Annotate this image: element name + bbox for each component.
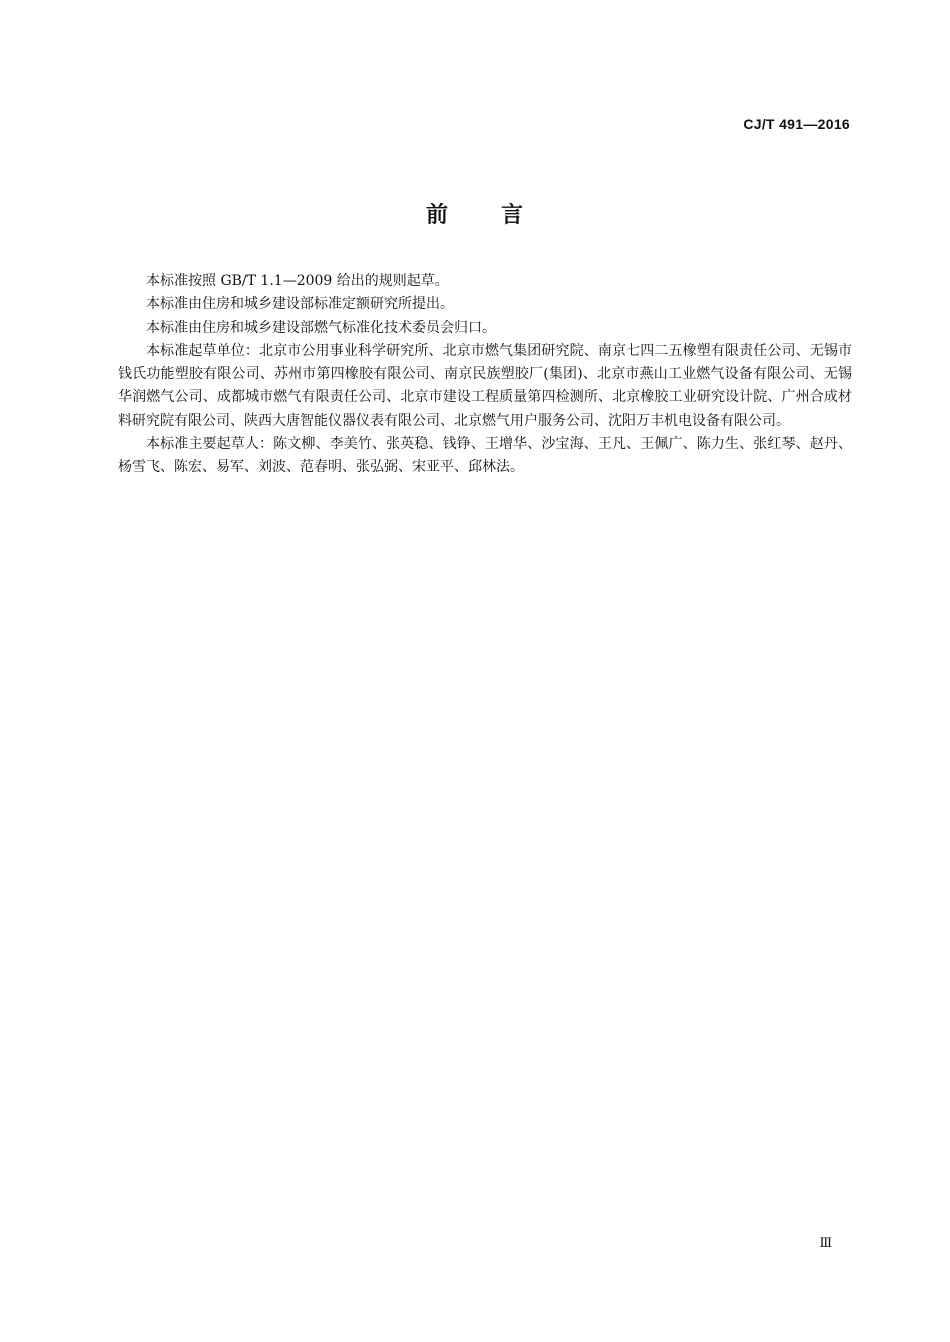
paragraph-proposed-by: 本标准由住房和城乡建设部标准定额研究所提出。 <box>146 296 454 313</box>
standard-code: CJ/T 491—2016 <box>743 116 850 132</box>
foreword-body <box>118 270 852 480</box>
page-number: Ⅲ <box>819 1236 832 1251</box>
paragraph-drafting-units: 本标准起草单位：北京市公用事业科学研究所、北京市燃气集团研究院、南京七四二五橡塑有限责任公司、无锡市钱氏功能塑胶有限公司、苏州市第四橡胶有限公司、南京民族塑胶厂(集团)、北京市燕山工业燃气设备有限公司、无锡华润燃气公司、成都城市燃气有限责任公司、北京市建设工程质量第四检测所、北京橡胶工业研究设计院、广州合成材料研究院有限公司、陕西大唐智能仪器仪表有限公司、北京燃气用户服务公司、沈阳万丰机电设备有限公司。 <box>118 342 852 429</box>
page-title <box>0 198 950 229</box>
title-char-2: 言 <box>501 203 525 228</box>
paragraph-centralized-by: 本标准由住房和城乡建设部燃气标准化技术委员会归口。 <box>146 319 496 336</box>
title-char-1: 前 <box>425 203 449 228</box>
paragraph-main-drafters: 本标准主要起草人：陈文柳、李美竹、张英稳、钱铮、王增华、沙宝海、王凡、王佩广、陈力生、张红琴、赵丹、杨雪飞、陈宏、易军、刘波、范春明、张弘弼、宋亚平、邱林法。 <box>118 436 852 476</box>
paragraph-drafting-rules: 本标准按照 GB/T 1.1—2009 给出的规则起草。 <box>146 273 449 289</box>
